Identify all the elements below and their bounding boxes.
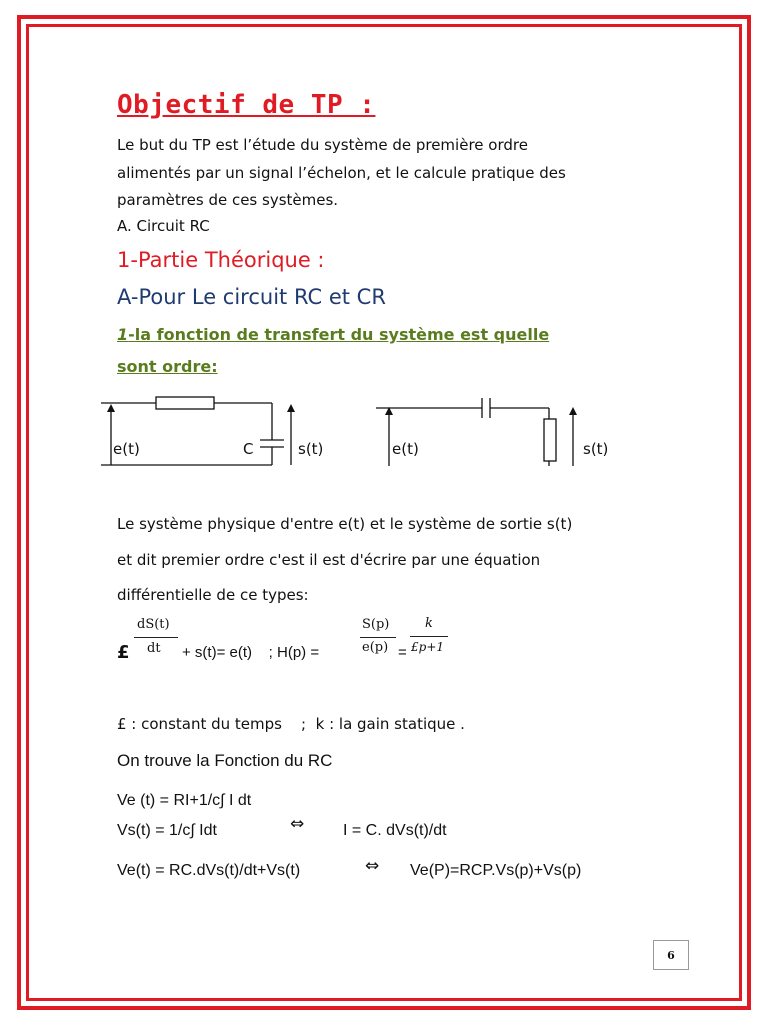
description-line-3: différentielle de ce types: [117, 586, 309, 604]
equation-middle: + s(t)= e(t) ; H(p) = [182, 644, 320, 661]
description-line-1: Le système physique d'entre e(t) et le système de sortie s(t) [117, 515, 573, 533]
subsection-title-line-2: sont ordre: [117, 357, 218, 376]
equation-equals: = [398, 644, 407, 661]
subsection-number: 1 [117, 325, 129, 344]
equivalence-symbol-2: ⇔ [365, 856, 380, 876]
fraction-2-numerator: S(p) [362, 617, 390, 632]
fraction-1-bar [134, 637, 178, 638]
rc-output-label: s(t) [298, 440, 324, 458]
cr-input-label: e(t) [392, 440, 419, 458]
formula-ve-differential: Ve(t) = RC.dVs(t)/dt+Vs(t) [117, 862, 301, 879]
objective-line-2: alimentés par un signal l’échelon, et le calcule pratique des [117, 164, 566, 182]
objective-line-3: paramètres de ces systèmes. [117, 191, 339, 209]
formula-ve: Ve (t) = RI+1/c∫ I dt [117, 792, 252, 809]
objective-line-4: A. Circuit RC [117, 217, 210, 235]
rc-input-label: e(t) [113, 440, 140, 458]
fraction-3-bar [410, 636, 448, 637]
cr-output-label: s(t) [583, 440, 609, 458]
fraction-2-bar [360, 637, 396, 638]
formula-laplace: Ve(P)=RCP.Vs(p)+Vs(p) [410, 862, 582, 879]
definitions-line: £ : constant du temps ; k : la gain statique . [117, 715, 465, 733]
objective-title: Objectif de TP : [117, 90, 376, 120]
formula-current: I = C. dVs(t)/dt [343, 822, 447, 839]
section-a-title: A-Pour Le circuit RC et CR [117, 285, 386, 309]
section-1-title: 1-Partie Théorique : [117, 248, 325, 272]
fraction-3-denominator: £p+1 [411, 640, 445, 654]
fraction-1-denominator: dt [147, 641, 161, 656]
rc-function-title: On trouve la Fonction du RC [117, 751, 333, 770]
rc-capacitor-label: C [243, 440, 254, 458]
subsection-text-1: -la fonction de transfert du système est quelle [128, 325, 550, 344]
formula-vs: Vs(t) = 1/c∫ Idt [117, 822, 217, 839]
page-number: 6 [653, 940, 689, 970]
equivalence-symbol-1: ⇔ [290, 814, 305, 834]
description-line-2: et dit premier ordre c'est il est d'écrire par une équation [117, 551, 541, 569]
fraction-1-numerator: dS(t) [137, 617, 170, 632]
fraction-3-numerator: k [425, 616, 433, 631]
objective-line-1: Le but du TP est l’étude du système de première ordre [117, 136, 528, 154]
fraction-2-denominator: e(p) [362, 640, 389, 655]
epsilon-symbol: £ [117, 642, 130, 663]
